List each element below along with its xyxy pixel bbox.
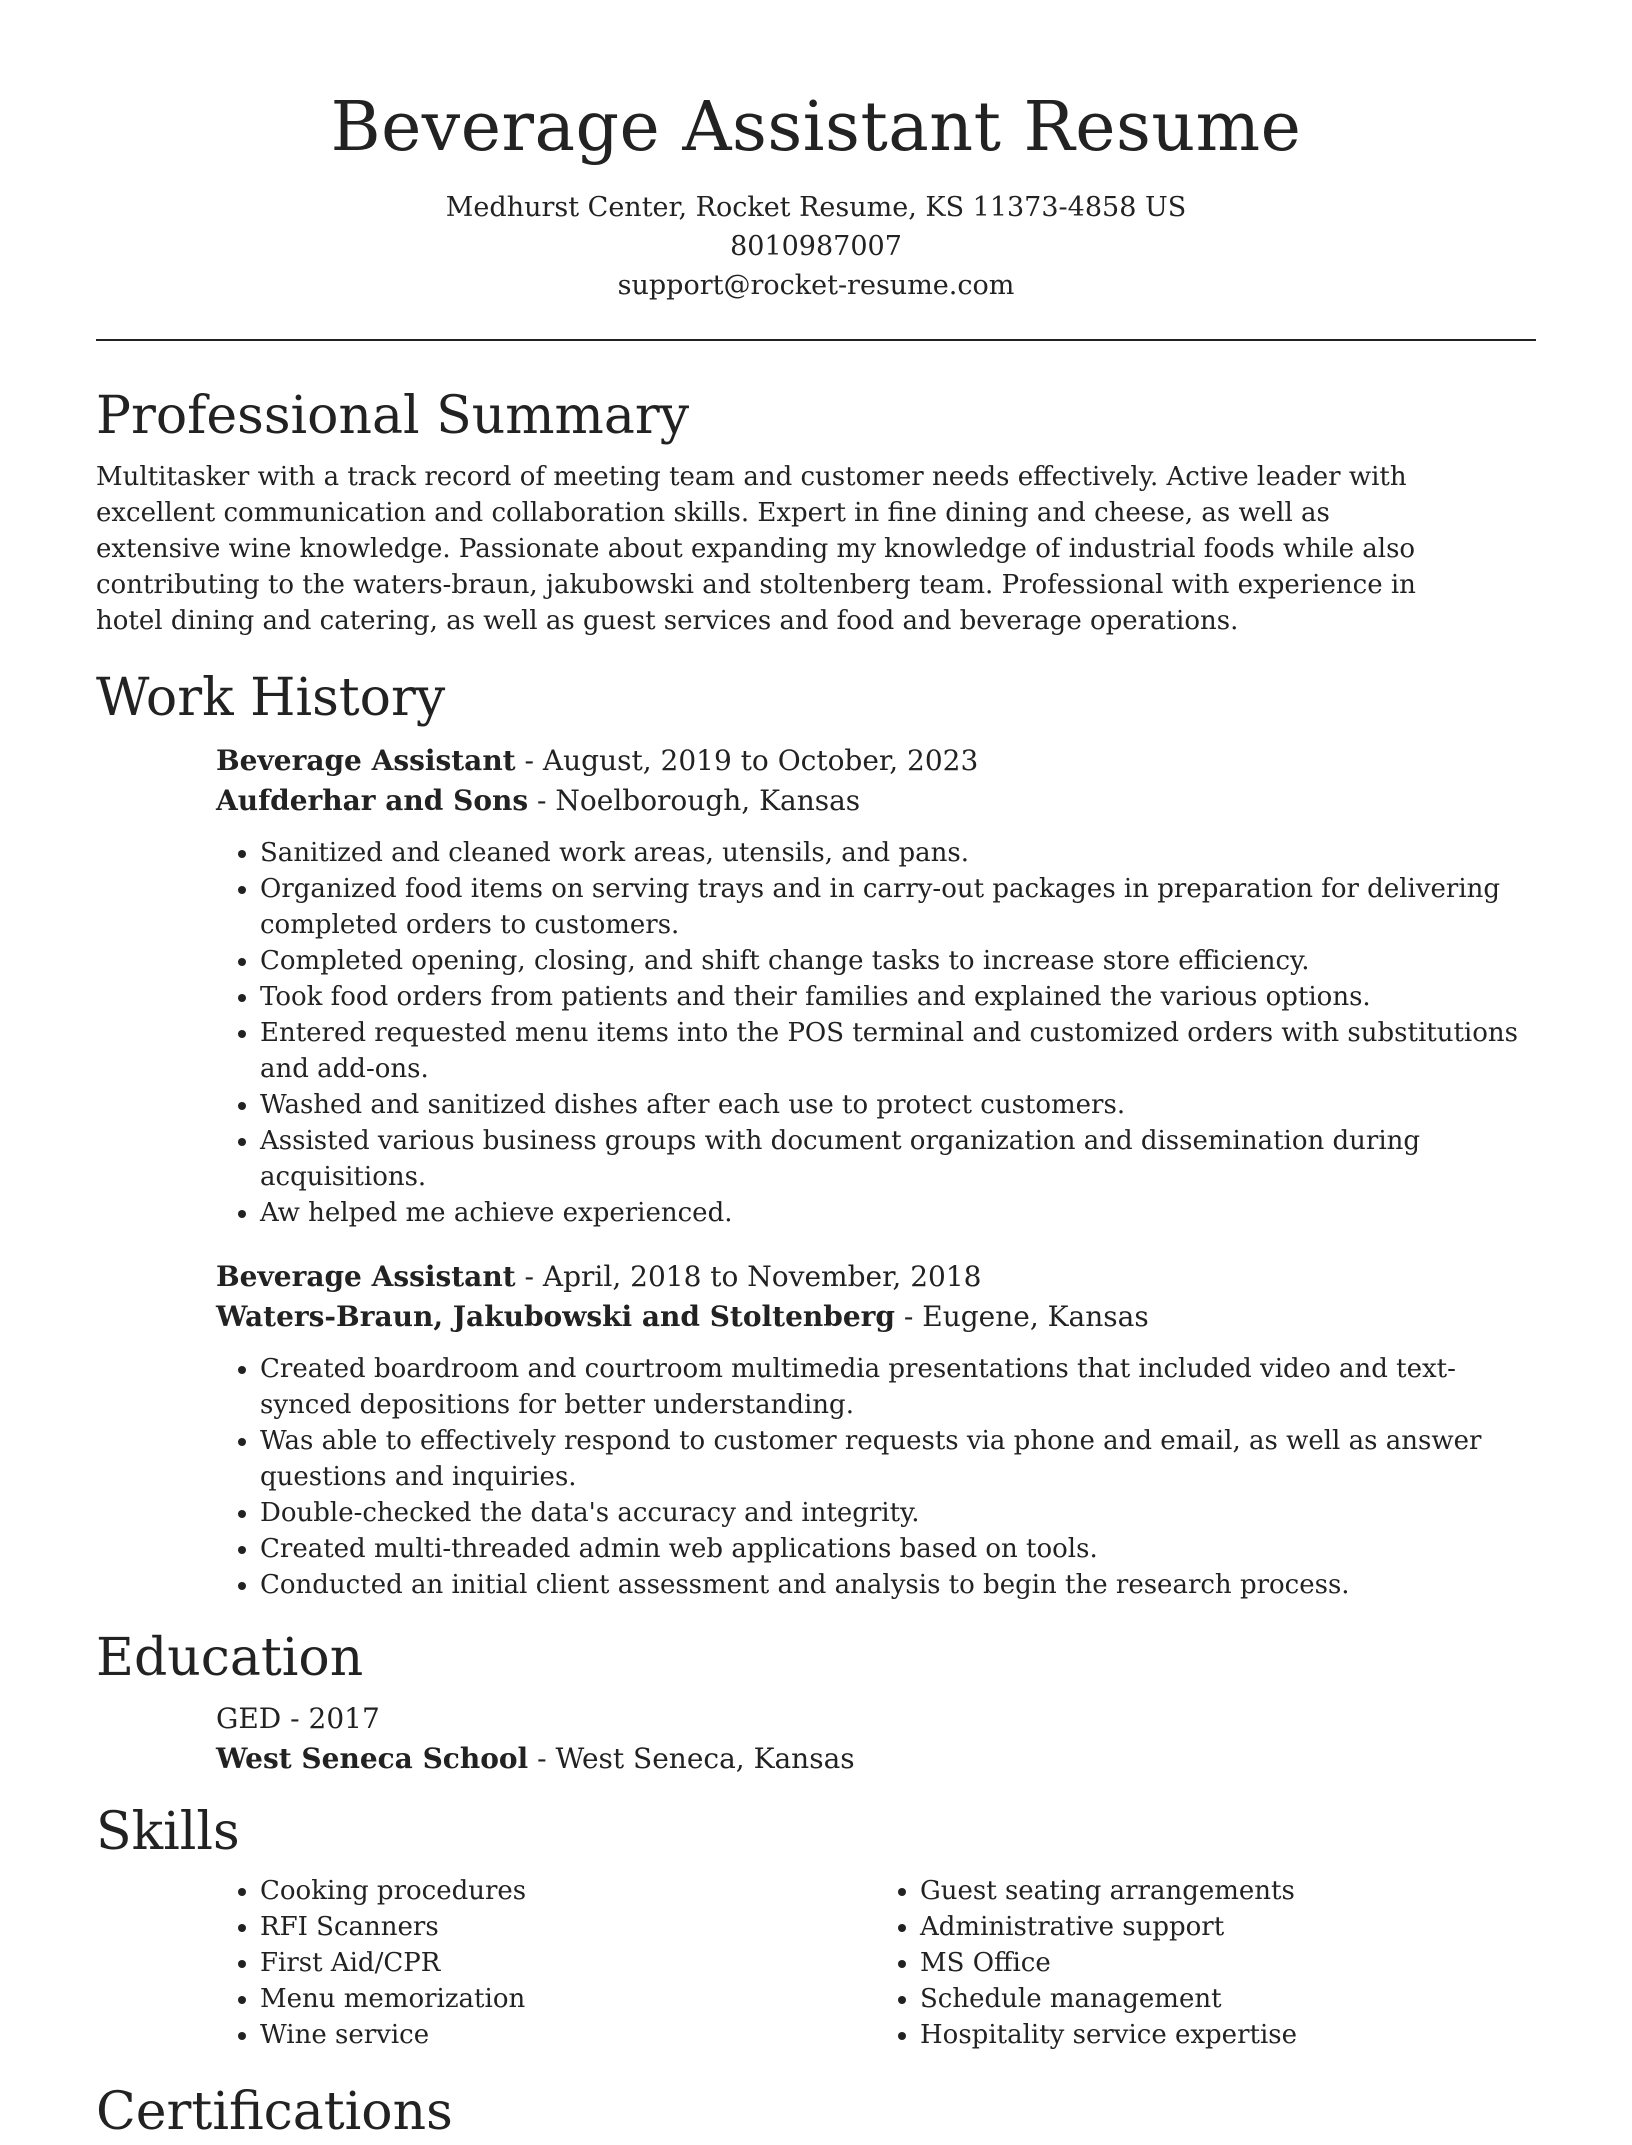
- duty-item: • Assisted various business groups with document organization and dissemination during acquisitions.: [260, 1123, 1536, 1195]
- header-divider: [96, 339, 1536, 341]
- duty-item: • Sanitized and cleaned work areas, utensils, and pans.: [260, 835, 1536, 871]
- contact-block: [96, 188, 1536, 305]
- skill-item: • MS Office: [920, 1945, 1536, 1981]
- skills-columns: [216, 1865, 1536, 2053]
- duty-item: • Entered requested menu items into the POS terminal and customized orders with substitutions and add-ons.: [260, 1015, 1536, 1087]
- company-line: [216, 1297, 1536, 1337]
- job-title-line: [216, 741, 1536, 781]
- company-name: Waters-Braun, Jakubowski and Stoltenberg: [216, 1300, 895, 1333]
- skill-item: • RFI Scanners: [260, 1909, 876, 1945]
- education-heading: Education: [96, 1628, 364, 1688]
- duty-item: • Aw helped me achieve experienced.: [260, 1195, 1536, 1231]
- skills-heading: Skills: [96, 1802, 240, 1862]
- education-entry: [216, 1699, 1536, 1779]
- skill-item: • Hospitality service expertise: [920, 2017, 1536, 2053]
- skills-list-right: [876, 1873, 1536, 2053]
- job-entry: [216, 741, 1536, 1231]
- contact-email: support@rocket-resume.com: [617, 270, 1015, 301]
- duty-item: • Conducted an initial client assessment and analysis to begin the research process.: [260, 1567, 1536, 1603]
- skill-item: • Schedule management: [920, 1981, 1536, 2017]
- school-name: West Seneca School: [216, 1742, 529, 1775]
- job-title: Beverage Assistant: [216, 744, 516, 777]
- contact-phone: 8010987007: [730, 231, 902, 262]
- duty-item: • Took food orders from patients and their families and explained the various options.: [260, 979, 1536, 1015]
- company-line: [216, 781, 1536, 821]
- duty-item: • Created boardroom and courtroom multimedia presentations that included video and text-synced depositions for better understanding.: [260, 1351, 1536, 1423]
- duty-item: • Double-checked the data's accuracy and integrity.: [260, 1495, 1536, 1531]
- job-duties: [216, 1351, 1536, 1603]
- skill-item: • Wine service: [260, 2017, 876, 2053]
- school-location: - West Seneca, Kansas: [528, 1742, 855, 1775]
- job-entry: [216, 1257, 1536, 1603]
- summary-heading: Professional Summary: [96, 386, 690, 446]
- duty-item: • Washed and sanitized dishes after each use to protect customers.: [260, 1087, 1536, 1123]
- work-section: [96, 665, 1536, 1603]
- resume-page: [96, 0, 1536, 2145]
- company-location: - Eugene, Kansas: [895, 1300, 1149, 1333]
- certifications-section: [96, 2079, 1536, 2145]
- resume-title: Beverage Assistant Resume: [330, 88, 1302, 167]
- duty-item: • Completed opening, closing, and shift change tasks to increase store efficiency.: [260, 943, 1536, 979]
- duty-item: • Was able to effectively respond to customer requests via phone and email, as well as answer questions and inquiries.: [260, 1423, 1536, 1495]
- work-heading: Work History: [96, 668, 446, 728]
- education-section: [96, 1625, 1536, 1779]
- company-location: - Noelborough, Kansas: [528, 784, 861, 817]
- summary-section: [96, 383, 1536, 639]
- job-title: Beverage Assistant: [216, 1260, 516, 1293]
- duty-item: • Organized food items on serving trays and in carry-out packages in preparation for delivering completed orders to customers.: [260, 871, 1536, 943]
- skill-item: • First Aid/CPR: [260, 1945, 876, 1981]
- skill-item: • Menu memorization: [260, 1981, 876, 2017]
- company-name: Aufderhar and Sons: [216, 784, 529, 817]
- job-duties: [216, 835, 1536, 1231]
- summary-text: Multitasker with a track record of meeting team and customer needs effectively. Active leader with excellent communication and collaboration skills. Expert in fine dining and cheese, as well as extensive wine knowledge. Passionate about expanding my knowledge of industrial foods while also contributing to the waters-braun, jakubowski and stoltenberg team. Professional with experience in hotel dining and catering, as well as guest services and food and beverage operations.: [96, 462, 1416, 636]
- certifications-heading: Certifications: [96, 2082, 453, 2142]
- degree-line: GED - 2017: [216, 1702, 380, 1735]
- job-title-line: [216, 1257, 1536, 1297]
- contact-address: Medhurst Center, Rocket Resume, KS 11373-4858 US: [445, 192, 1187, 223]
- job-dates: - April, 2018 to November, 2018: [515, 1260, 982, 1293]
- skill-item: • Guest seating arrangements: [920, 1873, 1536, 1909]
- skill-item: • Administrative support: [920, 1909, 1536, 1945]
- job-dates: - August, 2019 to October, 2023: [515, 744, 979, 777]
- skills-list-left: [216, 1873, 876, 2053]
- school-line: [216, 1739, 1536, 1779]
- skills-section: [96, 1799, 1536, 2053]
- duty-item: • Created multi-threaded admin web applications based on tools.: [260, 1531, 1536, 1567]
- skill-item: • Cooking procedures: [260, 1873, 876, 1909]
